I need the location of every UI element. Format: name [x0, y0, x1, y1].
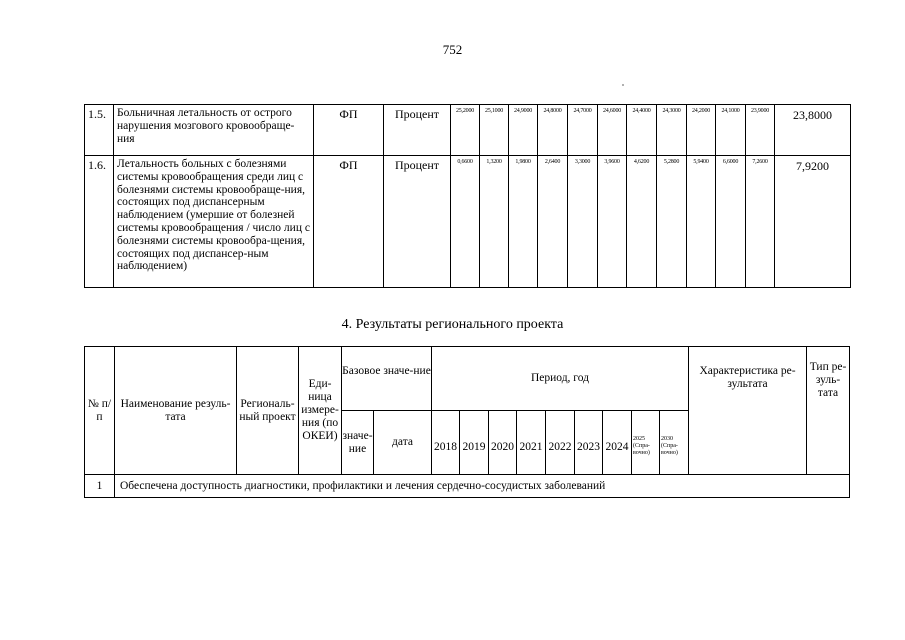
indicator-value: 5,2800	[657, 156, 687, 288]
header-number: № п/п	[85, 347, 115, 475]
indicator-name: Летальность больных с болезнями системы кровообращения среди лиц с болезнями системы кровообраще-ния, состоящих под диспансерным наблюдением (умершие от болезней системы кровообращения / число лиц с болезнями системы кровообра-щения, состоящих под диспансер-ным наблюдением)	[114, 156, 314, 288]
header-year: 2024	[603, 411, 632, 475]
indicator-value: 23,9000	[746, 105, 775, 156]
header-year: 2020	[489, 411, 517, 475]
results-row	[85, 475, 850, 498]
indicator-value: 24,4000	[627, 105, 657, 156]
header-characteristic: Характеристика ре-зультата	[689, 347, 807, 475]
indicator-row	[85, 156, 851, 288]
result-number: 1	[85, 475, 115, 498]
indicator-value: 1,3200	[480, 156, 509, 288]
header-regional-project: Региональ-ный проект	[237, 347, 299, 475]
header-year-reference: 2025 (Спра-вочно)	[632, 411, 660, 475]
page-number: 752	[442, 42, 463, 57]
indicator-value: 4,6200	[627, 156, 657, 288]
indicator-value: 24,3000	[657, 105, 687, 156]
indicator-value: 25,2000	[451, 105, 480, 156]
header-year: 2023	[575, 411, 603, 475]
header-unit: Еди-ница измере-ния (по ОКЕИ)	[299, 347, 342, 475]
header-base-date: дата	[374, 411, 432, 475]
indicators-table	[84, 104, 851, 288]
header-result-name: Наименование резуль-тата	[115, 347, 237, 475]
results-header-row	[85, 347, 850, 411]
header-base-value: Базовое значе-ние	[342, 347, 432, 411]
indicator-value: 24,7000	[568, 105, 598, 156]
indicator-value: 5,9400	[687, 156, 716, 288]
header-year: 2018	[432, 411, 460, 475]
indicator-value: 6,6000	[716, 156, 746, 288]
indicator-final-value: 7,9200	[775, 156, 851, 288]
indicator-value: 24,8000	[538, 105, 568, 156]
header-period: Период, год	[432, 347, 689, 411]
indicator-value: 24,2000	[687, 105, 716, 156]
header-year: 2022	[546, 411, 575, 475]
indicator-number: 1.5.	[85, 105, 114, 156]
result-text: Обеспечена доступность диагностики, профилактики и лечения сердечно-сосудистых заболеваний	[115, 475, 850, 498]
indicator-value: 0,6600	[451, 156, 480, 288]
indicator-unit: Процент	[384, 105, 451, 156]
scan-speck	[622, 84, 624, 86]
indicator-value: 3,9600	[598, 156, 627, 288]
indicator-value: 7,2600	[746, 156, 775, 288]
section-title: 4. Результаты регионального проекта	[341, 317, 564, 332]
indicator-final-value: 23,8000	[775, 105, 851, 156]
header-year: 2021	[517, 411, 546, 475]
indicator-number: 1.6.	[85, 156, 114, 288]
header-result-type: Тип ре-зуль-тата	[807, 347, 850, 475]
results-table	[84, 346, 850, 498]
header-year-reference: 2030 (Спра-вочно)	[660, 411, 689, 475]
header-base-value-amount: значе-ние	[342, 411, 374, 475]
indicator-unit: Процент	[384, 156, 451, 288]
indicator-value: 24,6000	[598, 105, 627, 156]
indicator-value: 24,1000	[716, 105, 746, 156]
header-year: 2019	[460, 411, 489, 475]
indicator-type: ФП	[314, 156, 384, 288]
indicator-value: 1,9800	[509, 156, 538, 288]
indicator-row	[85, 105, 851, 156]
indicator-value: 2,6400	[538, 156, 568, 288]
indicator-value: 25,1000	[480, 105, 509, 156]
indicator-name: Больничная летальность от острого нарушения мозгового кровообраще-ния	[114, 105, 314, 156]
indicator-value: 24,9000	[509, 105, 538, 156]
indicator-type: ФП	[314, 105, 384, 156]
indicator-value: 3,3000	[568, 156, 598, 288]
